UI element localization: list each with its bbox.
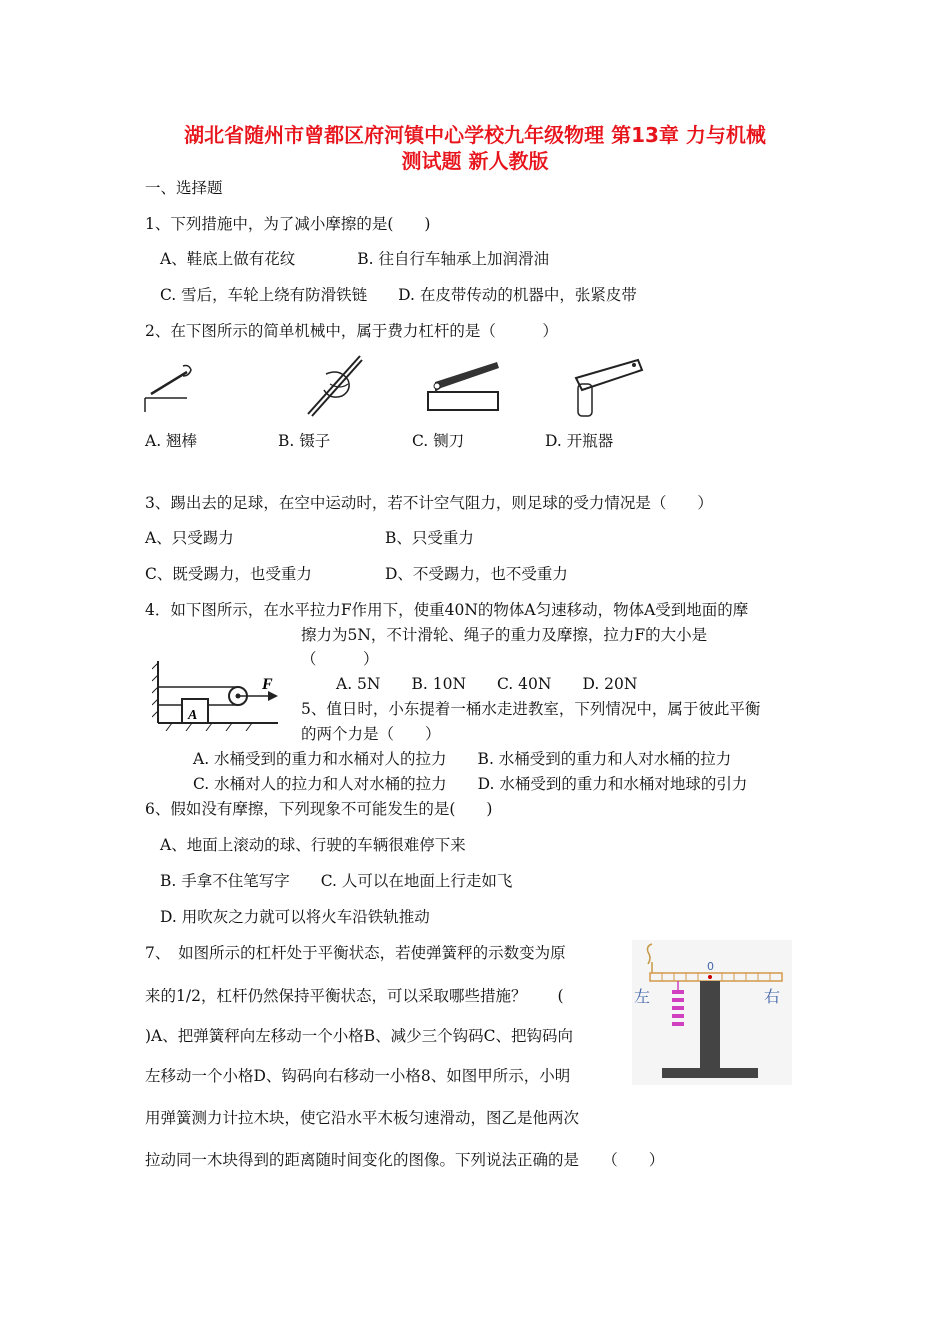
lever-balance-figure [632, 940, 792, 1085]
document-title [130, 122, 820, 174]
pulley-block-label: A [188, 708, 198, 723]
q5-options-row1: A. 水桶受到的重力和水桶对人的拉力 B. 水桶受到的重力和人对水桶的拉力 [193, 750, 732, 768]
q3-stem: 3、踢出去的足球，在空中运动时，若不计空气阻力，则足球的受力情况是（ ） [145, 494, 713, 512]
q4-line1: 4．如下图所示，在水平拉力F作用下，使重40N的物体A匀速移动，物体A受到地面的摩 [145, 601, 749, 619]
q1-stem: 1、下列措施中，为了减小摩擦的是( ) [145, 215, 431, 233]
q6-option-d: D. 用吹灰之力就可以将火车沿铁轨推动 [160, 908, 430, 926]
q5-line1: 5、值日时，小东提着一桶水走进教室，下列情况中，属于彼此平衡 [301, 700, 761, 718]
q7-line4: 左移动一个小格D、钩码向右移动一小格8、如图甲所示，小明 [145, 1067, 571, 1085]
q2-option-c: C. 铡刀 [412, 432, 465, 450]
bottle-opener-figure [570, 356, 644, 418]
q3-option-c: C、既受踢力，也受重力 [145, 565, 312, 583]
q4-line3: （ ） [301, 650, 379, 668]
q6-option-a: A、地面上滚动的球、行驶的车辆很难停下来 [160, 836, 466, 854]
q3-option-b: B、只受重力 [385, 529, 474, 547]
crowbar-figure [143, 358, 193, 413]
q1-options-row1: A、鞋底上做有花纹 B. 往自行车轴承上加润滑油 [160, 250, 549, 268]
pulley-force-label: F [262, 676, 273, 693]
q4-options: A. 5N B. 10N C. 40N D. 20N [336, 675, 638, 693]
guillotine-cutter-figure [425, 356, 503, 414]
q2-option-b: B. 镊子 [278, 432, 331, 450]
q7-line5: 用弹簧测力计拉木块，使它沿水平木板匀速滑动，图乙是他两次 [145, 1109, 580, 1127]
lever-left-label: 左 [634, 987, 651, 1006]
q7-line3: )A、把弹簧秤向左移动一个小格B、减少三个钩码C、把钩码向 [145, 1027, 573, 1045]
q7-line2: 来的1/2，杠杆仍然保持平衡状态，可以采取哪些措施？ ( [145, 987, 564, 1005]
q5-options-row2: C. 水桶对人的拉力和人对水桶的拉力 D. 水桶受到的重力和水桶对地球的引力 [193, 775, 748, 793]
tweezers-figure [300, 352, 370, 420]
section-heading: 一、选择题 [145, 179, 223, 197]
q6-options-bc: B. 手拿不住笔写字 C. 人可以在地面上行走如飞 [160, 872, 513, 890]
title-line-2: 测试题 新人教版 [401, 149, 549, 173]
q2-stem: 2、在下图所示的简单机械中，属于费力杠杆的是（ ） [145, 322, 558, 340]
q3-option-a: A、只受踢力 [145, 529, 234, 547]
q7-line1: 7、 如图所示的杠杆处于平衡状态，若使弹簧秤的示数变为原 [145, 944, 566, 962]
q6-stem: 6、假如没有摩擦，下列现象不可能发生的是( ) [145, 800, 493, 818]
lever-right-label: 右 [764, 987, 781, 1006]
q2-option-d: D. 开瓶器 [545, 432, 614, 450]
q2-option-a: A. 翘棒 [145, 432, 198, 450]
q3-option-d: D、不受踢力，也不受重力 [385, 565, 568, 583]
title-line-1: 湖北省随州市曾都区府河镇中心学校九年级物理 第13章 力与机械 [184, 123, 766, 147]
pulley-figure [152, 659, 282, 731]
q1-options-row2: C. 雪后，车轮上绕有防滑铁链 D. 在皮带传动的机器中，张紧皮带 [160, 286, 637, 304]
q5-line2: 的两个力是（ ） [301, 725, 441, 743]
q4-line2: 擦力为5N，不计滑轮、绳子的重力及摩擦，拉力F的大小是 [301, 626, 708, 644]
q7-line6: 拉动同一木块得到的距离随时间变化的图像。下列说法正确的是 （ ） [145, 1151, 665, 1169]
lever-zero-label: 0 [707, 960, 714, 973]
